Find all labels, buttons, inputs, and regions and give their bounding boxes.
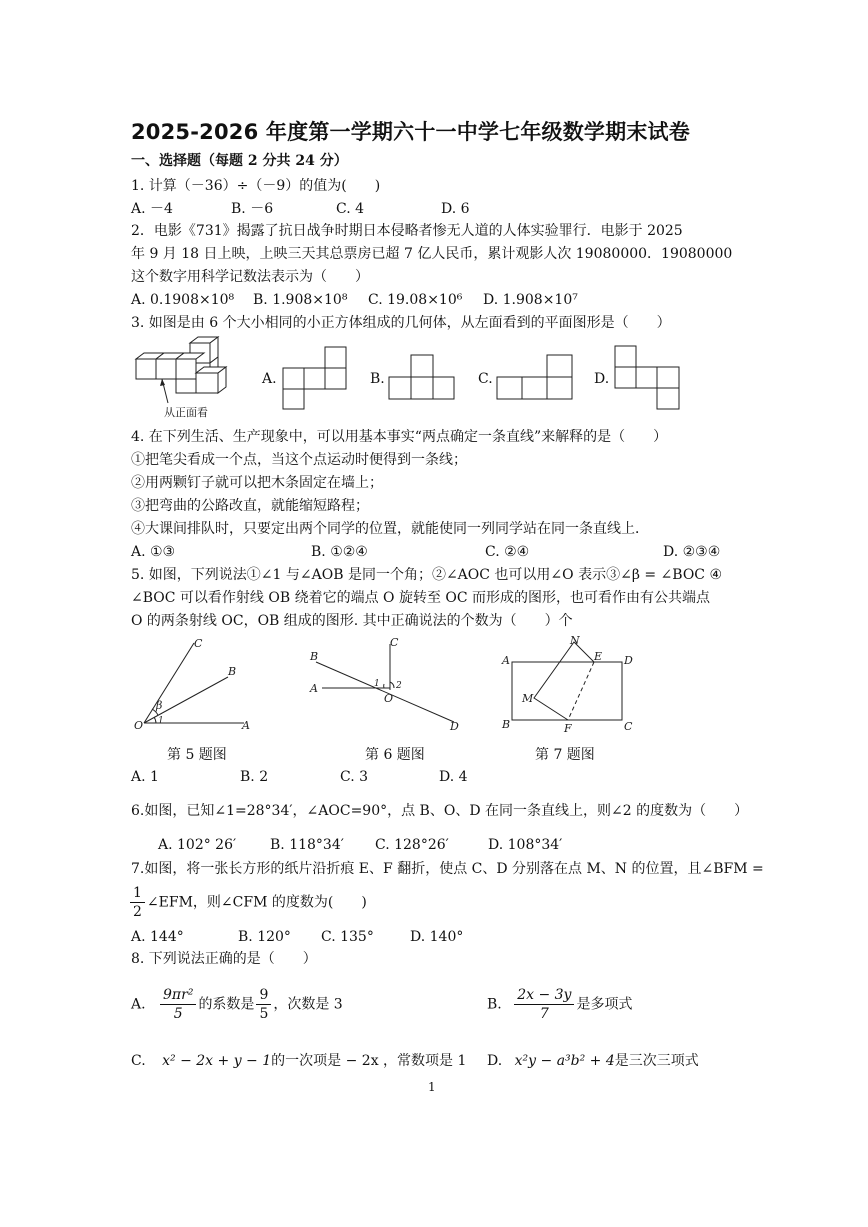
q4-option-b[interactable]: B. ①②④ xyxy=(311,544,368,560)
q6-option-a[interactable]: A. 102° 26′ xyxy=(158,837,237,853)
q2-line-2: 年 9 月 18 日上映，上映三天其总票房已超 7 亿人民币，累计观影人次 19080000．19080000 xyxy=(131,246,733,262)
q4-item-1: ①把笔尖看成一个点，当这个点运动时便得到一条线； xyxy=(131,452,467,468)
q4-item-2: ②用两颗钉子就可以把木条固定在墙上； xyxy=(131,475,383,491)
q8-b-fraction: $\frac{2x - 3y}{7}$ xyxy=(514,986,574,1023)
q1-stem: 1. 计算（－36）÷（－9）的值为( ) xyxy=(131,178,381,194)
q8-a-fraction-2: $\frac{9}{5}$ xyxy=(256,986,271,1023)
q5-line-3: O 的两条射线 OC，OB 组成的图形. 其中正确说法的个数为（ ）个 xyxy=(131,613,573,629)
q7-line-2: $\frac{1}{2}$ ∠EFM，则∠CFM 的度数为( ) xyxy=(128,884,367,921)
q5-line-2: ∠BOC 可以看作射线 OB 绕着它的端点 O 旋转至 OC 而形成的图形，也可看作由有公共端点 xyxy=(131,590,711,606)
q5-option-d[interactable]: D. 4 xyxy=(439,769,468,785)
q4-option-d[interactable]: D. ②③④ xyxy=(663,544,721,560)
fig6-label-d: D xyxy=(450,720,459,733)
q3-option-c-shape xyxy=(497,354,573,402)
q2-option-b[interactable]: B. 1.908×10⁸ xyxy=(253,292,348,308)
q7-option-b[interactable]: B. 120° xyxy=(238,929,291,945)
figure-q7-caption: 第 7 题图 xyxy=(535,747,595,763)
q8-option-b[interactable]: B. $\frac{2x - 3y}{7}$ 是多项式 xyxy=(487,987,633,1022)
q6-option-b[interactable]: B. 118°34′ xyxy=(270,837,344,853)
q3-option-c[interactable]: C. xyxy=(478,371,493,387)
q6-stem: 6.如图，已知∠1=28°34′，∠AOC=90°，点 B、O、D 在同一条直线上，则∠2 的度数为（ ） xyxy=(131,803,749,819)
q3-option-b[interactable]: B. xyxy=(370,371,385,387)
fig6-label-a: A xyxy=(310,682,318,695)
q5-option-b[interactable]: B. 2 xyxy=(240,769,269,785)
q5-option-c[interactable]: C. 3 xyxy=(340,769,369,785)
q6-option-c[interactable]: C. 128°26′ xyxy=(375,837,449,853)
q8-a-fraction: $\frac{\text{9πr²}}{5}$ xyxy=(160,986,196,1023)
fig5-label-1: 1 xyxy=(158,716,164,726)
q2-option-d[interactable]: D. 1.908×10⁷ xyxy=(483,292,578,308)
figure-q6-caption: 第 6 题图 xyxy=(365,747,425,763)
q4-option-a[interactable]: A. ①③ xyxy=(131,544,176,560)
q3-option-d[interactable]: D. xyxy=(594,371,610,387)
fig6-label-o: O xyxy=(384,692,394,705)
q1-option-a[interactable]: A. －4 xyxy=(131,201,173,217)
q1-option-d[interactable]: D. 6 xyxy=(441,201,470,217)
q5-option-a[interactable]: A. 1 xyxy=(131,769,159,785)
q3-stem: 3. 如图是由 6 个大小相同的小正方体组成的几何体，从左面看到的平面图形是（ ） xyxy=(131,315,671,331)
q8-stem: 8. 下列说法正确的是（ ） xyxy=(131,951,317,967)
q4-option-c[interactable]: C. ②④ xyxy=(485,544,530,560)
fig7-label-a: A xyxy=(502,654,510,667)
q8-option-c[interactable]: C. x² − 2x + y − 1的一次项是 − 2x ，常数项是 1 xyxy=(131,1053,467,1069)
fig6-label-c: C xyxy=(390,636,399,649)
fig7-label-f: F xyxy=(564,722,572,735)
q1-option-c[interactable]: C. 4 xyxy=(336,201,365,217)
q4-item-3: ③把弯曲的公路改直，就能缩短路程； xyxy=(131,498,369,514)
q2-option-a[interactable]: A. 0.1908×10⁸ xyxy=(131,292,235,308)
q3-option-d-shape xyxy=(615,345,681,411)
fig5-label-o: O xyxy=(134,719,144,732)
q2-option-c[interactable]: C. 19.08×10⁶ xyxy=(368,292,463,308)
q3-option-a[interactable]: A. xyxy=(262,371,277,387)
page-title: 2025-2026 年度第一学期六十一中学七年级数学期末试卷 xyxy=(131,120,690,144)
fig7-label-c: C xyxy=(624,720,633,733)
figure-q7 xyxy=(498,634,638,734)
fig6-label-b: B xyxy=(310,650,319,663)
q7-option-a[interactable]: A. 144° xyxy=(131,929,184,945)
fig7-label-m: M xyxy=(522,692,534,705)
q5-line-1: 5. 如图，下列说法①∠1 与∠AOB 是同一个角；②∠AOC 也可以用∠O 表示③∠β = ∠BOC ④ xyxy=(131,567,723,583)
q3-option-b-shape xyxy=(389,354,455,402)
fig5-label-c: C xyxy=(194,637,203,650)
q7-fraction: $\frac{1}{2}$ xyxy=(130,884,145,921)
figure-q6 xyxy=(306,636,466,736)
fig5-label-a: A xyxy=(242,719,250,732)
q1-option-b[interactable]: B. －6 xyxy=(231,201,274,217)
section-heading: 一、选择题（每题 2 分共 24 分） xyxy=(131,153,348,169)
q2-line-3: 这个数字用科学记数法表示为（ ） xyxy=(131,269,369,285)
figure-q5 xyxy=(132,635,262,735)
q7-line-1: 7.如图，将一张长方形的纸片沿折痕 E、F 翻折，使点 C、D 分别落在点 M、N 的位置，且∠BFM = xyxy=(131,861,764,877)
fig5-label-b: B xyxy=(228,665,237,678)
q3-view-label: 从正面看 xyxy=(164,406,208,419)
page-number: 1 xyxy=(428,1080,436,1094)
q3-option-a-shape xyxy=(283,346,347,410)
fig7-label-d: D xyxy=(624,654,633,667)
q8-option-d[interactable]: D. x²y − a³b² + 4是三次三项式 xyxy=(487,1053,699,1069)
q7-option-c[interactable]: C. 135° xyxy=(321,929,374,945)
q8-option-a[interactable]: A. $\frac{\text{9πr²}}{5}$ 的系数是 $\frac{9}{5}$ ，次数是 3 xyxy=(131,987,343,1022)
q4-item-4: ④大课间排队时，只要定出两个同学的位置，就能使同一列同学站在同一条直线上． xyxy=(131,521,649,537)
fig7-label-n: N xyxy=(570,634,580,647)
fig7-label-e: E xyxy=(594,650,603,663)
q2-line-1: 2．电影《731》揭露了抗日战争时期日本侵略者惨无人道的人体实验罪行．电影于 2025 xyxy=(131,223,683,239)
figure-q5-caption: 第 5 题图 xyxy=(167,747,227,763)
q7-option-d[interactable]: D. 140° xyxy=(410,929,464,945)
fig6-label-2: 2 xyxy=(396,681,402,691)
q4-stem: 4. 在下列生活、生产现象中，可以用基本事实“两点确定一条直线”来解释的是（ ） xyxy=(131,429,668,445)
fig6-label-1: 1 xyxy=(374,679,380,689)
q6-option-d[interactable]: D. 108°34′ xyxy=(488,837,563,853)
fig7-label-b: B xyxy=(502,718,511,731)
fig5-label-beta: β xyxy=(156,699,163,712)
